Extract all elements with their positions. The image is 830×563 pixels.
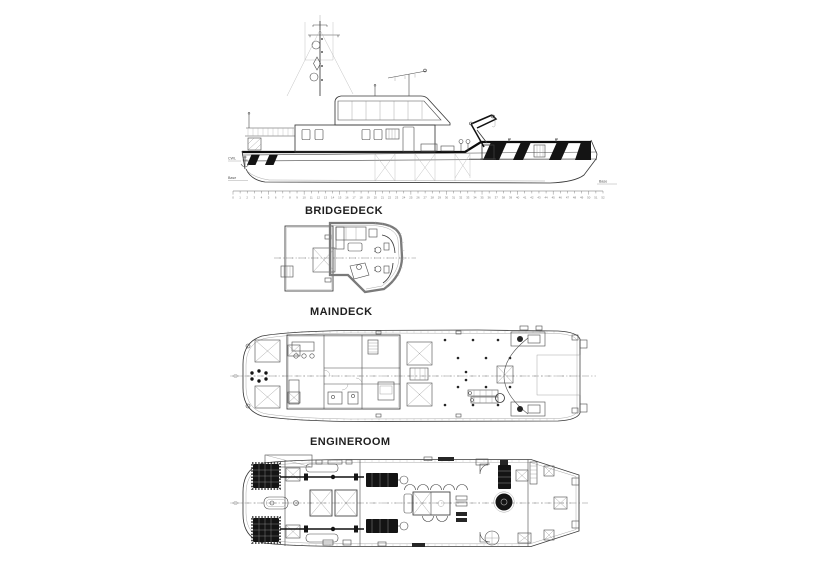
svg-text:15: 15 (338, 195, 342, 200)
svg-text:50: 50 (587, 195, 591, 200)
svg-text:14: 14 (331, 195, 335, 200)
profile-view-drawing (225, 8, 620, 203)
frame-ruler (228, 176, 617, 199)
deck-label-bridgedeck: BRIDGEDECK (305, 205, 383, 217)
svg-text:32: 32 (459, 195, 463, 200)
svg-text:25: 25 (409, 195, 413, 200)
svg-text:9: 9 (296, 195, 298, 200)
frame-truss (375, 154, 470, 181)
svg-text:30: 30 (444, 195, 449, 200)
svg-text:27: 27 (423, 195, 427, 200)
svg-text:26: 26 (416, 195, 420, 200)
svg-text:8: 8 (289, 195, 291, 200)
svg-text:6: 6 (274, 195, 277, 200)
svg-text:17: 17 (352, 195, 356, 200)
svg-text:49: 49 (580, 195, 584, 200)
bridgedeck-aft-deck (281, 226, 335, 291)
maindeck-hull-outline (230, 326, 587, 422)
crane-plan (468, 390, 505, 403)
svg-text:47: 47 (565, 195, 570, 200)
maindeck-plan-drawing (228, 322, 628, 426)
svg-text:2: 2 (246, 195, 249, 200)
svg-text:13: 13 (323, 195, 328, 200)
deck-label-engineroom: ENGINEROOM (310, 436, 391, 448)
centerline-mark-icon (230, 501, 241, 505)
engine-casing-skylights (407, 342, 432, 406)
svg-text:39: 39 (508, 195, 513, 200)
center-gearbox-tanks (404, 492, 467, 522)
engineroom-plan-drawing (228, 452, 628, 563)
mast (287, 15, 353, 96)
svg-text:34: 34 (473, 195, 477, 200)
ladder-icon (281, 266, 293, 277)
svg-text:41: 41 (523, 195, 527, 200)
waterline-label: CWL (228, 156, 236, 161)
maindeck-deckhouse (287, 335, 400, 409)
wheelhouse-plan (330, 221, 404, 292)
centerline-mark-icon (230, 374, 241, 378)
svg-text:43: 43 (537, 195, 541, 200)
svg-text:24: 24 (402, 195, 406, 200)
svg-text:20: 20 (373, 195, 377, 200)
svg-text:19: 19 (366, 195, 370, 200)
svg-text:40: 40 (516, 195, 520, 200)
svg-text:1: 1 (239, 195, 241, 200)
svg-text:36: 36 (487, 195, 491, 200)
svg-text:31: 31 (451, 195, 456, 200)
wheelhouse-profile (335, 69, 450, 125)
svg-text:42: 42 (530, 195, 534, 200)
svg-text:38: 38 (501, 195, 505, 200)
svg-text:35: 35 (480, 195, 484, 200)
svg-text:29: 29 (437, 195, 441, 200)
svg-text:23: 23 (395, 195, 399, 200)
svg-text:5: 5 (267, 195, 270, 200)
svg-text:4: 4 (260, 195, 263, 200)
svg-text:10: 10 (302, 195, 306, 200)
svg-text:37: 37 (494, 195, 498, 200)
svg-text:7: 7 (282, 195, 284, 200)
foredeck-platform (245, 112, 295, 150)
svg-text:12: 12 (316, 195, 320, 200)
svg-text:3: 3 (253, 195, 256, 200)
svg-text:46: 46 (558, 195, 562, 200)
deck-label-maindeck: MAINDECK (310, 306, 373, 318)
baseline-label-left: Base (228, 176, 237, 180)
svg-text:48: 48 (572, 195, 577, 200)
svg-text:51: 51 (594, 195, 598, 200)
svg-text:11: 11 (309, 195, 313, 200)
svg-text:45: 45 (551, 195, 555, 200)
bow-bulwark-stripes (228, 155, 278, 168)
svg-text:21: 21 (380, 195, 385, 200)
svg-text:16: 16 (345, 195, 349, 200)
svg-text:52: 52 (601, 195, 605, 200)
svg-text:18: 18 (359, 195, 363, 200)
svg-text:28: 28 (430, 195, 434, 200)
svg-text:33: 33 (466, 195, 470, 200)
svg-text:0: 0 (232, 195, 234, 200)
frame-numbers (232, 195, 605, 199)
svg-text:22: 22 (387, 195, 392, 200)
deckhouse-profile (295, 125, 470, 152)
anchor-icon (241, 156, 249, 167)
baseline-label-right: Base (599, 179, 608, 184)
cargo-deck-fittings (376, 331, 513, 417)
radar-antenna-icon (374, 69, 426, 96)
svg-text:44: 44 (544, 195, 548, 200)
aft-bulwark-stripes (483, 8, 629, 160)
bridgedeck-plan-drawing (270, 219, 440, 301)
stern-deck (504, 332, 580, 416)
